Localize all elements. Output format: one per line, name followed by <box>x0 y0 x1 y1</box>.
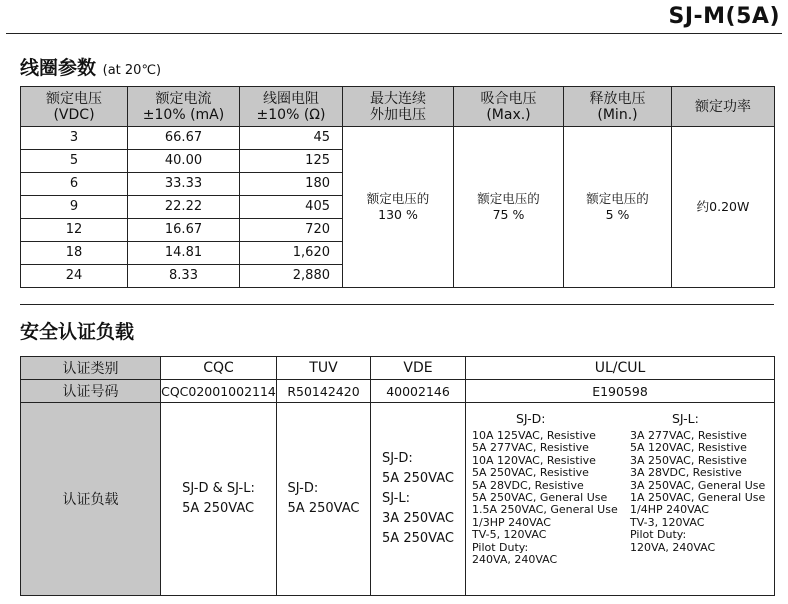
load-line: SJ-L: <box>382 491 410 506</box>
header-max-voltage: 最大连续 外加电压 <box>343 87 454 127</box>
list-item: 3A 250VAC, General Use <box>630 478 766 492</box>
list-item: 1/3HP 240VAC <box>472 515 551 529</box>
agency-vde: VDE <box>371 357 466 380</box>
resistance-cell: 720 <box>240 219 343 242</box>
top-divider <box>6 33 782 34</box>
list-item: 1/4HP 240VAC <box>630 503 709 517</box>
list-item: TV-3, 120VAC <box>630 515 705 529</box>
header-rated-power: 额定功率 <box>672 87 775 127</box>
current-cell: 66.67 <box>128 127 240 150</box>
ul-sj-l-list <box>630 430 765 554</box>
file-number-row <box>21 380 775 403</box>
load-line: 5A 250VAC <box>287 501 360 516</box>
safety-approvals-table <box>20 356 774 596</box>
list-item: 3A 277VAC, Resistive <box>630 429 747 442</box>
list-item: Pilot Duty: <box>472 540 529 554</box>
list-item: 10A 120VAC, Resistive <box>472 453 596 467</box>
number-cqc: CQC02001002114 <box>161 380 277 403</box>
list-item: 5A 28VDC, Resistive <box>472 478 584 492</box>
load-line: 5A 250VAC <box>382 531 454 546</box>
safety-section-heading: 安全认证负载 <box>20 321 135 343</box>
list-item: 5A 120VAC, Resistive <box>630 441 747 455</box>
current-cell: 33.33 <box>128 173 240 196</box>
coil-parameters-table <box>20 86 774 283</box>
label-load: 认证负载 <box>21 403 161 596</box>
number-tuv: R50142420 <box>277 380 371 403</box>
list-item: 10A 125VAC, Resistive <box>472 429 596 442</box>
voltage-cell: 5 <box>21 150 128 173</box>
number-vde: 40002146 <box>371 380 466 403</box>
voltage-cell: 9 <box>21 196 128 219</box>
list-item: 5A 277VAC, Resistive <box>472 441 589 455</box>
voltage-cell: 6 <box>21 173 128 196</box>
coil-heading-sub: (at 20℃) <box>102 63 162 78</box>
list-item: 1.5A 250VAC, General Use <box>472 503 618 517</box>
list-item: Pilot Duty: <box>630 528 687 542</box>
voltage-cell: 3 <box>21 127 128 150</box>
load-tuv <box>277 403 371 596</box>
voltage-cell: 18 <box>21 242 128 265</box>
load-line: 5A 250VAC <box>182 501 255 516</box>
load-line: 3A 250VAC <box>382 511 454 526</box>
list-item: 240VA, 240VAC <box>472 553 558 567</box>
current-cell: 8.33 <box>128 265 240 288</box>
coil-heading-text: 线圈参数 <box>20 57 97 79</box>
list-item: 120VA, 240VAC <box>630 540 716 554</box>
coil-header-row <box>21 87 775 127</box>
resistance-cell: 1,620 <box>240 242 343 265</box>
list-item: 5A 250VAC, Resistive <box>472 466 589 480</box>
current-cell: 14.81 <box>128 242 240 265</box>
max-voltage-cell: 额定电压的 130 % <box>343 127 454 288</box>
list-item: 3A 28VDC, Resistive <box>630 466 742 480</box>
load-line: SJ-D: <box>382 451 413 466</box>
product-title: SJ-M(5A) <box>668 4 780 29</box>
load-line: SJ-D & SJ-L: <box>182 481 255 496</box>
current-cell: 40.00 <box>128 150 240 173</box>
current-cell: 16.67 <box>128 219 240 242</box>
coil-section-heading <box>20 53 161 80</box>
resistance-cell: 125 <box>240 150 343 173</box>
label-file-number: 认证号码 <box>21 380 161 403</box>
current-cell: 22.22 <box>128 196 240 219</box>
ul-sj-l-title: SJ-L: <box>672 411 699 426</box>
header-release-voltage: 释放电压 (Min.) <box>564 87 672 127</box>
table-row <box>21 127 775 150</box>
agency-row <box>21 357 775 380</box>
voltage-cell: 12 <box>21 219 128 242</box>
agency-ul-cul: UL/CUL <box>466 357 775 380</box>
load-cqc <box>161 403 277 596</box>
list-item: 5A 250VAC, General Use <box>472 491 608 505</box>
voltage-cell: 24 <box>21 265 128 288</box>
load-line: SJ-D: <box>287 481 319 496</box>
header-coil-resistance: 线圈电阻 ±10% (Ω) <box>240 87 343 127</box>
list-item: 3A 250VAC, Resistive <box>630 453 747 467</box>
release-voltage-cell: 额定电压的 5 % <box>564 127 672 288</box>
resistance-cell: 2,880 <box>240 265 343 288</box>
load-line: 5A 250VAC <box>382 471 454 486</box>
header-rated-current: 额定电流 ±10% (mA) <box>128 87 240 127</box>
agency-cqc: CQC <box>161 357 277 380</box>
ul-sj-d-title: SJ-D: <box>516 411 546 426</box>
resistance-cell: 180 <box>240 173 343 196</box>
pickup-voltage-cell: 额定电压的 75 % <box>454 127 564 288</box>
resistance-cell: 45 <box>240 127 343 150</box>
load-ul-cul <box>466 403 775 596</box>
load-vde <box>371 403 466 596</box>
label-agency: 认证类别 <box>21 357 161 380</box>
list-item: TV-5, 120VAC <box>472 528 547 542</box>
load-row <box>21 403 775 596</box>
header-rated-voltage: 额定电压 (VDC) <box>21 87 128 127</box>
rated-power-cell: 约0.20W <box>672 127 775 288</box>
number-ul-cul: E190598 <box>466 380 775 403</box>
ul-sj-d-list <box>472 430 618 566</box>
list-item: 1A 250VAC, General Use <box>630 491 766 505</box>
section-divider <box>20 304 774 305</box>
resistance-cell: 405 <box>240 196 343 219</box>
header-pickup-voltage: 吸合电压 (Max.) <box>454 87 564 127</box>
agency-tuv: TUV <box>277 357 371 380</box>
